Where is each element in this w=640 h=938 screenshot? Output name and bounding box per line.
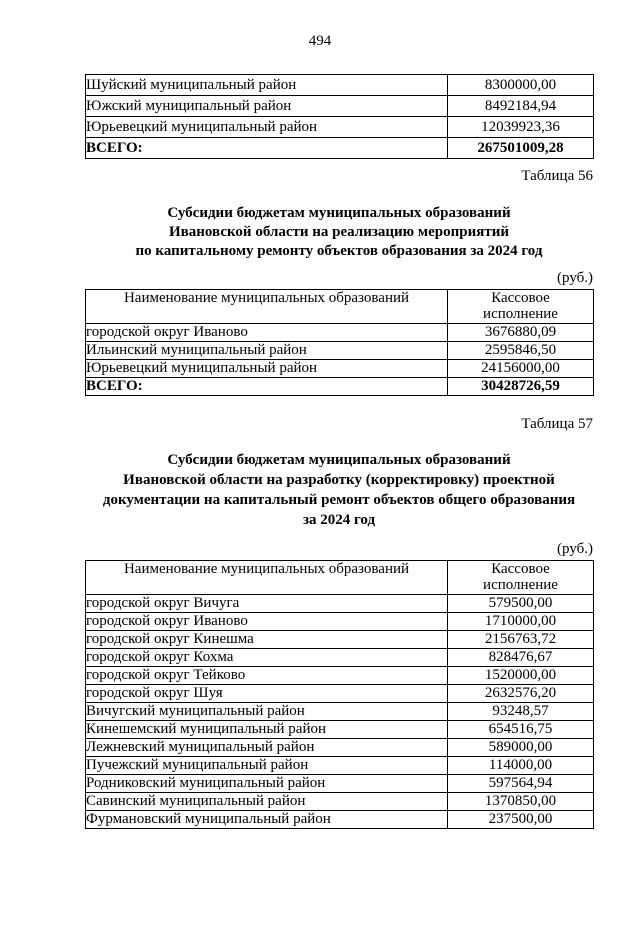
continuation-table	[85, 74, 594, 159]
amount-value: 12039923,36	[448, 117, 594, 138]
municipality-name: городской округ Иваново	[86, 324, 448, 342]
table-row	[86, 793, 594, 811]
amount-value: 3676880,09	[448, 324, 594, 342]
table-row	[86, 75, 594, 96]
table-row	[86, 613, 594, 631]
amount-value: 93248,57	[448, 703, 594, 721]
table-row	[86, 775, 594, 793]
amount-value: 597564,94	[448, 775, 594, 793]
municipality-name: городской округ Вичуга	[86, 595, 448, 613]
value-header-line: Кассовое	[491, 290, 550, 306]
table-row	[86, 667, 594, 685]
municipality-name: Юрьевецкий муниципальный район	[86, 117, 448, 138]
name-column-header: Наименование муниципальных образований	[86, 561, 448, 595]
value-header-line: Кассовое	[491, 561, 550, 577]
municipality-name: Южский муниципальный район	[86, 96, 448, 117]
title-line: документации на капитальный ремонт объектов общего образования	[102, 492, 576, 508]
page-number: 494	[308, 33, 332, 49]
table-56	[85, 289, 594, 396]
municipality-name: Савинский муниципальный район	[86, 793, 448, 811]
municipality-name: Лежневский муниципальный район	[86, 739, 448, 757]
amount-value: 654516,75	[448, 721, 594, 739]
value-column-header	[448, 561, 594, 595]
table-header-row	[86, 561, 594, 595]
table-row	[86, 703, 594, 721]
total-label: ВСЕГО:	[86, 378, 448, 396]
table-row	[86, 96, 594, 117]
title-line: за 2024 год	[302, 512, 376, 528]
amount-value: 237500,00	[448, 811, 594, 829]
table-row	[86, 739, 594, 757]
municipality-name: Вичугский муниципальный район	[86, 703, 448, 721]
table-row	[86, 595, 594, 613]
title-line: Ивановской области на разработку (корректировку) проектной	[123, 472, 555, 488]
table-56-title	[85, 204, 593, 261]
amount-value: 2595846,50	[448, 342, 594, 360]
amount-value: 114000,00	[448, 757, 594, 775]
amount-value: 8300000,00	[448, 75, 594, 96]
name-column-header: Наименование муниципальных образований	[86, 290, 448, 324]
table-row	[86, 360, 594, 378]
table-row	[86, 117, 594, 138]
table-row	[86, 324, 594, 342]
amount-value: 1520000,00	[448, 667, 594, 685]
municipality-name: Пучежский муниципальный район	[86, 757, 448, 775]
table-56-unit-label: (руб.)	[557, 270, 593, 286]
amount-value: 2632576,20	[448, 685, 594, 703]
table-57-unit-label: (руб.)	[557, 541, 593, 557]
municipality-name: городской округ Шуя	[86, 685, 448, 703]
amount-value: 2156763,72	[448, 631, 594, 649]
table-row	[86, 685, 594, 703]
total-value: 30428726,59	[448, 378, 594, 396]
table-total-row	[86, 378, 594, 396]
amount-value: 579500,00	[448, 595, 594, 613]
table-row	[86, 811, 594, 829]
total-label: ВСЕГО:	[86, 138, 448, 159]
municipality-name: Юрьевецкий муниципальный район	[86, 360, 448, 378]
amount-value: 8492184,94	[448, 96, 594, 117]
table-row	[86, 631, 594, 649]
title-line: Субсидии бюджетам муниципальных образований	[167, 452, 511, 468]
municipality-name: городской округ Кохма	[86, 649, 448, 667]
value-header-line: исполнение	[483, 577, 558, 593]
title-line: по капитальному ремонту объектов образования за 2024 год	[135, 243, 543, 259]
amount-value: 1710000,00	[448, 613, 594, 631]
table-row	[86, 721, 594, 739]
amount-value: 24156000,00	[448, 360, 594, 378]
title-line: Ивановской области на реализацию мероприятий	[169, 224, 509, 240]
table-row	[86, 342, 594, 360]
table-57-title	[85, 450, 593, 530]
municipality-name: городской округ Тейково	[86, 667, 448, 685]
value-column-header	[448, 290, 594, 324]
total-value: 267501009,28	[448, 138, 594, 159]
municipality-name: Ильинский муниципальный район	[86, 342, 448, 360]
table-56-label: Таблица 56	[521, 168, 593, 184]
table-header-row	[86, 290, 594, 324]
municipality-name: Родниковский муниципальный район	[86, 775, 448, 793]
table-57	[85, 560, 594, 829]
title-line: Субсидии бюджетам муниципальных образований	[167, 205, 511, 221]
table-total-row	[86, 138, 594, 159]
document-content	[85, 74, 593, 829]
value-header-line: исполнение	[483, 306, 558, 322]
municipality-name: Фурмановский муниципальный район	[86, 811, 448, 829]
municipality-name: городской округ Кинешма	[86, 631, 448, 649]
amount-value: 828476,67	[448, 649, 594, 667]
table-row	[86, 649, 594, 667]
table-row	[86, 757, 594, 775]
amount-value: 1370850,00	[448, 793, 594, 811]
amount-value: 589000,00	[448, 739, 594, 757]
table-57-label: Таблица 57	[521, 416, 593, 432]
municipality-name: городской округ Иваново	[86, 613, 448, 631]
municipality-name: Шуйский муниципальный район	[86, 75, 448, 96]
municipality-name: Кинешемский муниципальный район	[86, 721, 448, 739]
